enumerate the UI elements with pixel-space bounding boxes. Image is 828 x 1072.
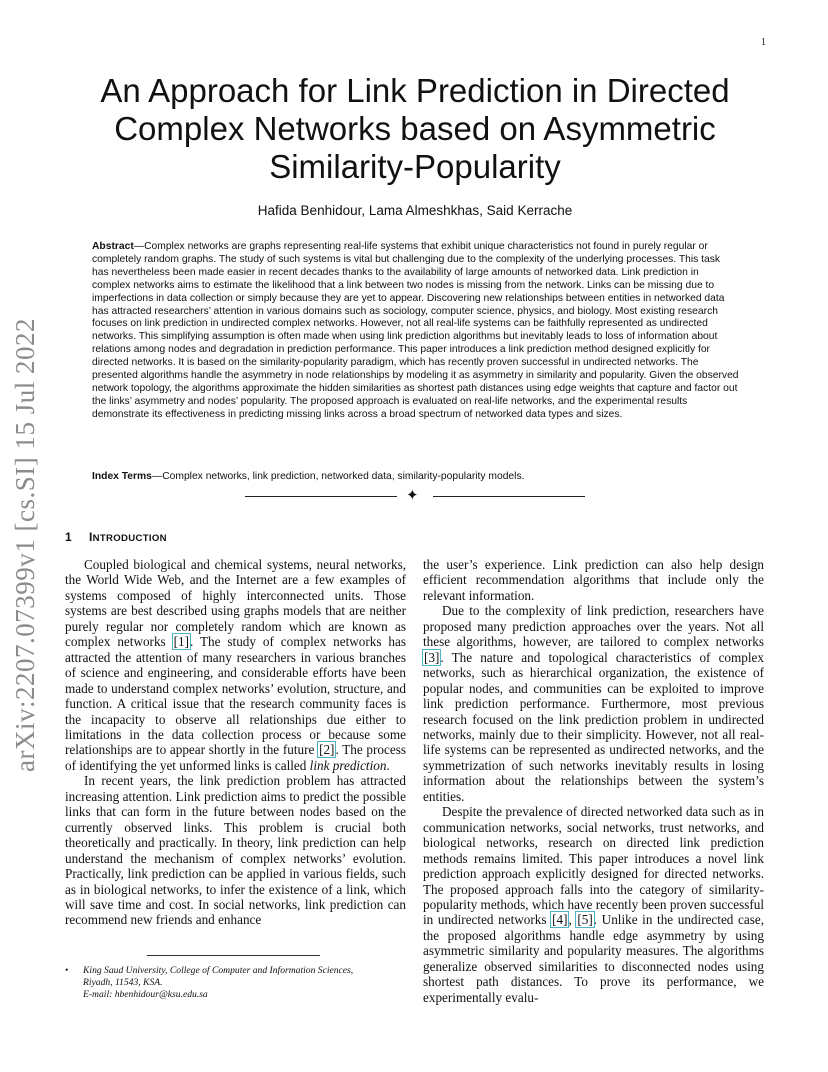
section-title-rest: NTRODUCTION: [92, 533, 167, 544]
author-list: Hafida Benhidour, Lama Almeshkhas, Said Kerrache: [257, 203, 573, 218]
paragraph-text: Despite the prevalence of directed networked data such as in communication networks, social networks, trust networks, and biological networks, research on directed link prediction methods remains limited. This paper introduces a novel link prediction approach explicitly designed for directed networks. The proposed approach falls into the category of similarity-popularity methods, which have recently been proven successful in undirected networks: [423, 804, 764, 928]
emphasis-term: link prediction: [309, 757, 387, 773]
footnote-email[interactable]: E-mail: hbenhidour@ksu.edu.sa: [83, 989, 208, 1000]
section-divider: [245, 486, 585, 504]
abstract-text: —Complex networks are graphs representing real-life systems that exhibit unique characteristics not found in purely regular or completely random graphs. The study of such systems is vital but challenging due to the complexity of the underlying processes. This task has nevertheless been made easier in recent decades thanks to the availability of large amounts of networked data. Link prediction in complex networks aims to estimate the likelihood that a link between two nodes is missing from the network. Links can be missing due to imperfections in data collection or simply because they are yet to appear. Discovering new relationships between entities in networked data has attracted researchers’ attention in various domains such as sociology, computer science, physics, and biology. Most existing research focuses on link prediction in undirected complex networks. However, not all real-life systems can be faithfully represented as undirected networks. This simplifying assumption is often made when using link prediction algorithms but inevitably leads to loss of information about relations among nodes and degradation in prediction performance. This paper introduces a link prediction method designed explicitly for directed networks. It is based on the similarity-popularity paradigm, which has recently proven successful in undirected networks. The presented algorithms handle the asymmetry in node relationships by modeling it as asymmetry in similarity and popularity. Given the observed network topology, the algorithms approximate the hidden similarities as shortest path distances using edge weights that capture and factor out the links’ asymmetry and nodes’ popularity. The proposed approach is evaluated on real-life networks, and the experimental results demonstrate its effectiveness in predicting missing links across a broad spectrum of networked data types and sizes.: [92, 241, 739, 420]
citation-link[interactable]: [1]: [173, 634, 189, 650]
paragraph: the user’s experience. Link prediction can also help design efficient recommendation algorithms that include only the relevant information.: [423, 557, 764, 603]
paragraph-text: Due to the complexity of link prediction, researchers have proposed many prediction approaches over the years. Not all these algorithms, however, are tailored to complex networks: [423, 603, 764, 650]
section-heading: [65, 530, 167, 544]
paragraph: [423, 804, 764, 1005]
paragraph: In recent years, the link prediction problem has attracted increasing attention. Link prediction aims to predict the possible links that can form in the future between nodes based on the currently observed links. This problem is crucial both theoretically and practically. In theory, link prediction can help understand the mechanism of complex networks’ evolution. Practically, link prediction can be applied in various fields, such as in biological networks, to infer the existence of a link, which will save time and cost. In social networks, link prediction can recommend new friends and enhance: [65, 773, 406, 928]
paragraph-text: Coupled biological and chemical systems, neural networks, the World Wide Web, and the Internet are a few examples of systems composed of highly interconnected units. Those systems are best described using graphs models that are neither purely regular nor completely random which are known as complex networks: [65, 557, 406, 650]
paragraph-text: . Unlike in the undirected case, the proposed algorithms handle edge asymmetry by using asymmetric similarity and popularity measures. The algorithms generalize observed similarities to disconnected nodes using shortest path distances. To prove its performance, we experimentally evalu-: [423, 912, 764, 1005]
index-terms: [92, 470, 739, 483]
paper-title: [90, 72, 740, 186]
footnote-rule: [147, 955, 320, 956]
abstract-label: Abstract: [92, 241, 134, 252]
abstract: [92, 241, 739, 422]
footnote-affiliation: King Saud University, College of Computer and Information Sciences,: [83, 965, 354, 976]
title-line: Similarity-Popularity: [269, 148, 561, 185]
section-number: 1: [65, 530, 72, 544]
footnote-text: [83, 965, 410, 1001]
divider-line-left: [245, 496, 397, 497]
arxiv-identifier-stamp: arXiv:2207.07399v1 [cs.SI] 15 Jul 2022: [10, 318, 40, 772]
footnote: [65, 965, 410, 1001]
divider-line-right: [433, 496, 585, 497]
paragraph-text: . The nature and topological characteristics of complex networks, such as hierarchical organization, the existence of popular nodes, and communities can be exploited to improve link prediction performance. Furthermore, most previous research focused on the link prediction problem in undirected networks, mainly due to their simplicity. However, not all real-life systems can be represented as undirected networks, and the symmetrization of such networks inevitably results in losing information about the relationships between the system’s entities.: [423, 649, 764, 804]
paragraph-text: . The process of identifying the yet unformed links is called: [65, 742, 406, 773]
divider-ornament-icon: ✦: [406, 486, 419, 504]
title-line: An Approach for Link Prediction in Directed: [100, 72, 730, 109]
footnote-address: Riyadh, 11543, KSA.: [83, 977, 163, 988]
right-column: [423, 557, 764, 1005]
index-terms-text: —Complex networks, link prediction, networked data, similarity-popularity models.: [151, 471, 525, 482]
paragraph-text: . The study of complex networks has attracted the attention of many researchers in various branches of science and engineering, and considerable efforts have been made to understand complex networks’ evolution, structure, and function. A critical issue that the research community faces is the incapacity to observe all relationships due either to limitations in the data collection process or because some relationships are to appear shortly in the future: [65, 634, 406, 758]
paragraph-text: .: [386, 757, 390, 773]
citation-link[interactable]: [4]: [552, 912, 568, 928]
index-terms-label: Index Terms: [92, 471, 152, 482]
left-column: [65, 557, 406, 928]
citation-link[interactable]: [3]: [424, 649, 440, 665]
title-line: Complex Networks based on Asymmetric: [114, 110, 716, 147]
footnote-bullet-icon: •: [65, 965, 69, 976]
paragraph-text: ,: [568, 912, 577, 928]
citation-link[interactable]: [2]: [319, 742, 335, 758]
section-title-initial: I: [88, 530, 93, 544]
paragraph: [423, 603, 764, 804]
page-number: 1: [761, 37, 766, 48]
paragraph: [65, 557, 406, 773]
citation-link[interactable]: [5]: [577, 912, 593, 928]
